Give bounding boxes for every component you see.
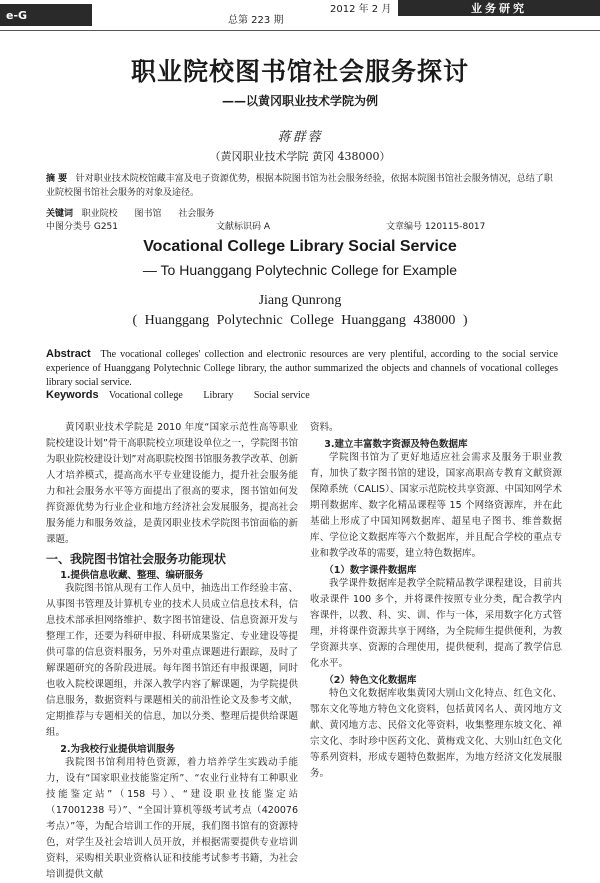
- subtitle-en: — To Huanggang Polytechnic College for Example: [142, 262, 458, 278]
- body-column-right: [310, 420, 562, 782]
- body-paragraph: 资料。: [310, 422, 339, 433]
- body-paragraph: 特色文化数据库收集黄冈大别山文化特点、红色文化、鄂东文化等地方特色文化资料，包括黄冈名人、黄冈地方文献、黄冈地方志、民俗文化等资料，收集整理东坡文化、禅宗文化、李时珍中医药文化、黄梅戏文化、大别山红色文化等系列资料，形成专题特色数据库，为地方经济文化发展服务。: [310, 688, 562, 779]
- body-paragraph: 学院图书馆为了更好地适应社会需求及服务于职业教育，加快了数字图书馆的建设，国家高职高专教育文献资源保障系统（CALIS）、国家示范院校共享资源、中国知网学术期刊数据库、数字化精品课程等 15 个网络资源库，并在此基础上形成了中国知网数据库、超星电子图书、维普数据库、学位论文数据库等六个数据库，并且配合学校的重点专业和教学改革的需要，建立特色数据库。: [310, 452, 562, 559]
- abstract-text: 针对职业技术院校馆藏丰富及电子资源优势，根据本院图书馆为社会服务经验，依据本院图书馆社会服务情况，总结了职业院校图书馆社会服务的对象及途径。: [46, 174, 553, 198]
- sub-subsection-heading: （2）特色文化数据库: [324, 675, 417, 686]
- title-en: Vocational College Library Social Service: [143, 238, 457, 255]
- abstract-cn: [46, 172, 558, 200]
- subsection-heading: 3.建立丰富数字资源及特色数据库: [324, 439, 468, 450]
- author-affiliation: （黄冈职业技术学院 黄冈 438000）: [209, 150, 391, 163]
- page-subtitle: ——以黄冈职业技术学院为例: [221, 94, 378, 108]
- subsection-heading: 1.提供信息收藏、整理、编研服务: [60, 570, 204, 581]
- keywords-en: [46, 389, 328, 401]
- classification-meta: [46, 219, 558, 232]
- article-number: 文章编号 120115-8017: [386, 222, 486, 232]
- page-title: 职业院校图书馆社会服务探讨: [130, 57, 469, 86]
- doc-code: 文献标识码 A: [216, 222, 271, 232]
- abstract-en-text: The vocational colleges' collection and electronic resources are very plentiful, according to the social service experience of Huanggang Polytechnic College library, the author summarized the objects and channels of vocational colleges library social service.: [46, 349, 558, 388]
- subsection-heading: 2.为我校行业提供培训服务: [60, 744, 175, 755]
- keyword: 职业院校: [81, 209, 118, 219]
- body-paragraph: 我院图书馆从现有工作人员中，抽选出工作经验丰富、从事图书管理及计算机专业的技术人员成立信息技术科，信息技术部承担网络维护、数字图书馆建设、信息资源开发与整理工作，还要为科研申报、科研成果鉴定、专业建设等提供可靠的信息资料服务，另外对重点课题进行跟踪，及时了解课题研究的各阶段进展。每年图书馆还有申报课题，同时也收入院校课题组，并深入教学内容了解课题，为学院提供信息服务，数据资料与课题相关的前沿性论文及参考文献，定期推荐与专题相关的信息，加以分类、整理后提供给课题组。: [46, 583, 298, 738]
- affiliation-en: ( Huanggang Polytechnic College Huanggang 438000 ): [132, 313, 468, 328]
- abstract-label: 摘 要: [46, 174, 68, 184]
- keywords-en-label: Keywords: [46, 389, 99, 401]
- keywords-cn: [46, 206, 228, 219]
- author-name: 蒋群蓉: [277, 130, 323, 145]
- body-paragraph: 我学课件数据库是教学全院精品教学课程建设，目前共收录课件 100 多个，并将课件按照专业分类，配合教学内容课件，以教、科、实、训、作与一体，采用数字化方式管理，并将课件资源共享于网络，为全院师生提供便利，为教学资源共享、资源的合理使用，提供便利，提高了教学信息化水平。: [310, 578, 562, 669]
- body-column-left: [46, 420, 298, 883]
- keyword: 社会服务: [178, 209, 215, 219]
- intro-paragraph: 黄冈职业技术学院是 2010 年度“国家示范性高等职业院校建设计划”骨干高职院校立项建设单位之一，学院图书馆为职业院校建设计划”对高职院校图书馆服务教学改革、创新人才培养模式，提高高水平专业建设能力，提升社会服务能力和社会服务水平等方面提出了很高的要求，图书馆如何发挥资源优势为行业企业和地方经济社会发展服务，提高社会服务能力和服务效益，是黄冈职业技术学院图书馆面临的新课题。: [46, 422, 298, 545]
- header-divider: [0, 30, 600, 31]
- abstract-en: [46, 347, 558, 390]
- section-heading: 一、我院图书馆社会服务功能现状: [46, 552, 227, 566]
- issue-date: 2012 年 2 月: [330, 4, 392, 15]
- issue-number: 总第 223 期: [228, 15, 284, 26]
- abstract-en-label: Abstract: [46, 348, 91, 360]
- keyword: 图书馆: [134, 209, 162, 219]
- keywords-label: 关键词: [46, 209, 74, 219]
- body-paragraph: 我院图书馆利用特色资源，着力培养学生实践动手能力，设有“国家职业技能鉴定所”、“农业行业特有工种职业技能鉴定站”（158 号）、“建设职业技能鉴定站（17001238 号）”、“全国计算机等级考试考点（420076 考点）”等，为配合培训工作的开展，我们图书馆有的资源特色，对学生及社会培训人员开放，并根据需要提供专业培训资料，采购相关职业资格认证和技能考试参考书籍，为社会培训提供文献: [46, 757, 298, 880]
- clc-number: 中图分类号 G251: [46, 222, 119, 232]
- column-tag: 业务研究: [398, 0, 600, 16]
- sub-subsection-heading: （1）数字课件数据库: [324, 565, 417, 576]
- keyword-en: Vocational college: [108, 390, 183, 401]
- journal-section-tag: e-G: [0, 4, 92, 26]
- author-en: Jiang Qunrong: [258, 293, 342, 308]
- keyword-en: Social service: [253, 390, 310, 401]
- keyword-en: Library: [203, 390, 234, 401]
